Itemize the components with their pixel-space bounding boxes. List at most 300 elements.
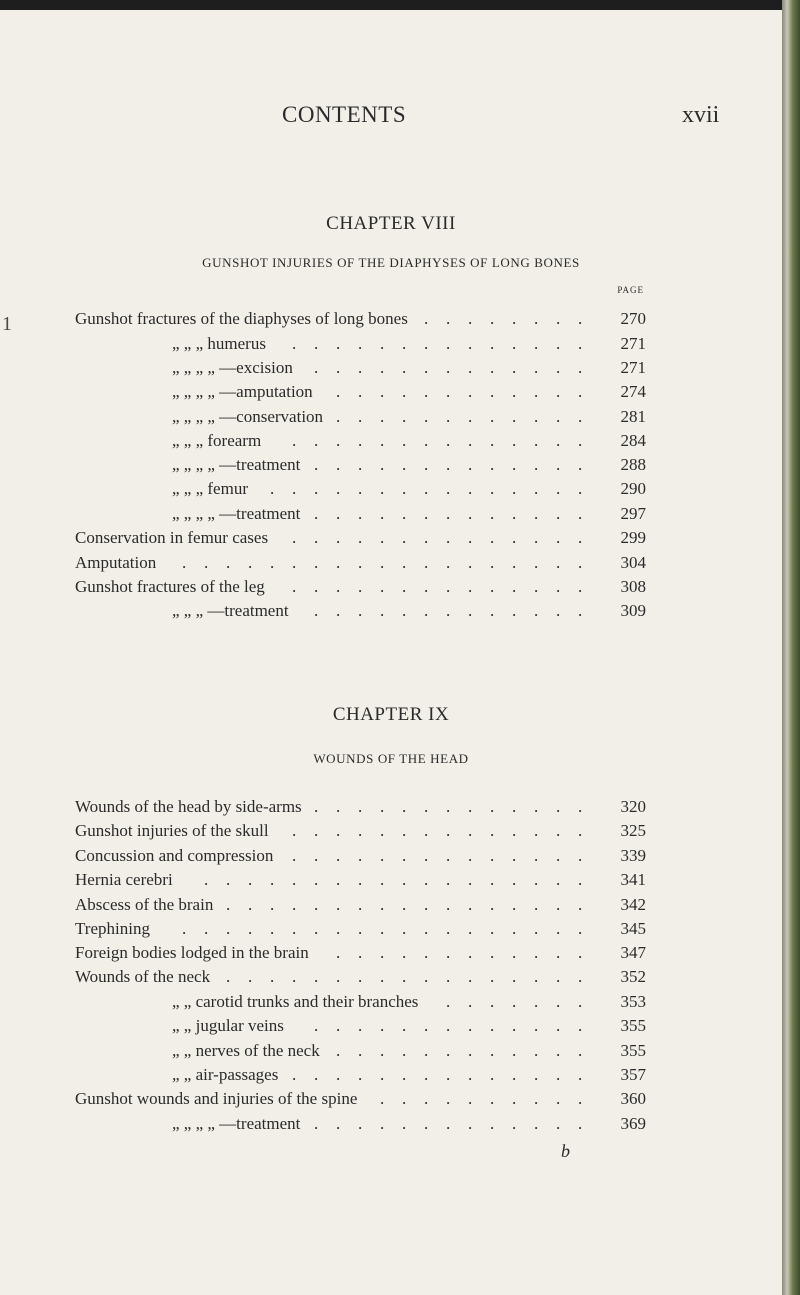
leader-dot: .	[578, 504, 583, 523]
toc-entry-page: 325	[620, 821, 646, 840]
toc-entry	[0, 1087, 782, 1111]
leader-dot: .	[424, 919, 429, 938]
leader-dot: .	[226, 870, 231, 889]
leader-dot: .	[446, 992, 451, 1011]
leader-dot: .	[490, 870, 495, 889]
leader-dot: .	[578, 553, 583, 572]
leader-dot: .	[424, 334, 429, 353]
leader-dot: .	[578, 455, 583, 474]
leader-dot: .	[468, 992, 473, 1011]
leader-dot: .	[336, 528, 341, 547]
leader-dot: .	[358, 870, 363, 889]
leader-dot: .	[534, 479, 539, 498]
leader-dot: .	[314, 334, 319, 353]
leader-dot: .	[446, 1114, 451, 1133]
leader-dot: .	[534, 1041, 539, 1060]
leader-dot: .	[292, 528, 297, 547]
toc-entry-page: 274	[620, 382, 646, 401]
leader-dot: .	[490, 309, 495, 328]
toc-entry	[0, 453, 782, 477]
leader-dot: .	[468, 334, 473, 353]
leader-dot: .	[424, 943, 429, 962]
leader-dot: .	[490, 601, 495, 620]
leader-dot: .	[314, 358, 319, 377]
leader-dot: .	[556, 895, 561, 914]
leader-dot: .	[468, 455, 473, 474]
leader-dot: .	[358, 1065, 363, 1084]
leader-dot: .	[204, 553, 209, 572]
leader-dot: .	[402, 1065, 407, 1084]
leader-dot: .	[534, 407, 539, 426]
leader-dot: .	[380, 504, 385, 523]
toc-entry	[0, 1063, 782, 1087]
toc-entry-page: 353	[620, 992, 646, 1011]
leader-dot: .	[556, 919, 561, 938]
toc-entry-text: „ „ „ forearm	[172, 431, 262, 450]
toc-entry-text: Wounds of the neck	[75, 967, 211, 986]
leader-dot: .	[556, 382, 561, 401]
leader-dot: .	[402, 382, 407, 401]
toc-entry-page: 271	[620, 358, 646, 377]
leader-dot: .	[490, 797, 495, 816]
leader-dot: .	[556, 309, 561, 328]
leader-dot: .	[512, 919, 517, 938]
toc-entry	[0, 332, 782, 356]
leader-dot: .	[270, 870, 275, 889]
toc-entry	[0, 575, 782, 599]
leader-dot: .	[358, 504, 363, 523]
leader-dot: .	[578, 967, 583, 986]
toc-entry-text: Conservation in femur cases	[75, 528, 269, 547]
running-head	[0, 102, 782, 134]
leader-dot: .	[380, 1016, 385, 1035]
leader-dot: .	[556, 967, 561, 986]
leader-dot: .	[578, 407, 583, 426]
leader-dot: .	[534, 1016, 539, 1035]
leader-dot: .	[468, 382, 473, 401]
leader-dot: .	[534, 1065, 539, 1084]
toc-entry-page: 342	[620, 895, 646, 914]
toc-entry	[0, 551, 782, 575]
leader-dot: .	[468, 577, 473, 596]
toc-entry-page: 309	[620, 601, 646, 620]
toc-entry-text: Gunshot injuries of the skull	[75, 821, 269, 840]
toc-entry	[0, 380, 782, 404]
leader-dot: .	[512, 479, 517, 498]
leader-dot: .	[380, 577, 385, 596]
leader-dot: .	[204, 870, 209, 889]
leader-dot: .	[336, 1114, 341, 1133]
leader-dot: .	[556, 1089, 561, 1108]
leader-dot: .	[490, 455, 495, 474]
toc-entry-text: „ „ „ „ —amputation	[172, 382, 313, 401]
leader-dot: .	[358, 1114, 363, 1133]
leader-dot: .	[446, 1065, 451, 1084]
leader-dot: .	[578, 309, 583, 328]
leader-dot: .	[358, 919, 363, 938]
toc-entry-text: „ „ „ „ —conservation	[172, 407, 324, 426]
leader-dot: .	[578, 1114, 583, 1133]
leader-dot: .	[336, 601, 341, 620]
leader-dot: .	[446, 1089, 451, 1108]
leader-dot: .	[468, 919, 473, 938]
toc-entry-text: „ „ „ —treatment	[172, 601, 289, 620]
leader-dot: .	[556, 1114, 561, 1133]
leader-dot: .	[314, 553, 319, 572]
leader-dot: .	[204, 919, 209, 938]
leader-dot: .	[446, 1041, 451, 1060]
leader-dot: .	[512, 895, 517, 914]
leader-dot: .	[182, 919, 187, 938]
leader-dot: .	[336, 334, 341, 353]
leader-dot: .	[424, 870, 429, 889]
leader-dot: .	[402, 455, 407, 474]
toc-entry-page: 304	[620, 553, 646, 572]
leader-dot: .	[270, 553, 275, 572]
leader-dot: .	[424, 577, 429, 596]
toc-entry-page: 341	[620, 870, 646, 889]
leader-dot: .	[314, 1016, 319, 1035]
leader-dot: .	[380, 1065, 385, 1084]
leader-dot: .	[556, 358, 561, 377]
leader-dot: .	[534, 797, 539, 816]
leader-dot: .	[534, 528, 539, 547]
toc-entry-text: „ „ jugular veins	[172, 1016, 284, 1035]
leader-dot: .	[578, 1016, 583, 1035]
leader-dot: .	[358, 895, 363, 914]
leader-dot: .	[534, 455, 539, 474]
leader-dot: .	[358, 821, 363, 840]
leader-dot: .	[490, 577, 495, 596]
leader-dot: .	[512, 601, 517, 620]
leader-dot: .	[424, 407, 429, 426]
toc-entry-page: 299	[620, 528, 646, 547]
leader-dot: .	[490, 431, 495, 450]
leader-dot: .	[446, 967, 451, 986]
toc-entry	[0, 526, 782, 550]
leader-dot: .	[424, 479, 429, 498]
leader-dot: .	[402, 407, 407, 426]
leader-dot: .	[292, 553, 297, 572]
leader-dot: .	[468, 895, 473, 914]
leader-dot: .	[512, 943, 517, 962]
leader-dot: .	[534, 992, 539, 1011]
toc-entry-page: 360	[620, 1089, 646, 1108]
leader-dot: .	[556, 1041, 561, 1060]
toc-entry-text: Hernia cerebri	[75, 870, 173, 889]
leader-dot: .	[314, 797, 319, 816]
leader-dot: .	[578, 1089, 583, 1108]
leader-dot: .	[490, 504, 495, 523]
leader-dot: .	[490, 895, 495, 914]
leader-dot: .	[468, 553, 473, 572]
leader-dot: .	[380, 455, 385, 474]
toc-entry	[0, 844, 782, 868]
leader-dot: .	[534, 895, 539, 914]
toc-entry-text: Gunshot wounds and injuries of the spine	[75, 1089, 358, 1108]
leader-dot: .	[314, 1114, 319, 1133]
leader-dot: .	[578, 846, 583, 865]
toc-entry	[0, 941, 782, 965]
leader-dot: .	[380, 943, 385, 962]
leader-dot: .	[314, 431, 319, 450]
leader-dot: .	[336, 1016, 341, 1035]
leader-dot: .	[314, 504, 319, 523]
leader-dot: .	[468, 846, 473, 865]
leader-dot: .	[292, 479, 297, 498]
leader-dot: .	[534, 431, 539, 450]
leader-dot: .	[380, 1114, 385, 1133]
leader-dot: .	[336, 407, 341, 426]
leader-dot: .	[402, 358, 407, 377]
toc-entry	[0, 405, 782, 429]
leader-dot: .	[578, 601, 583, 620]
leader-dot: .	[556, 553, 561, 572]
leader-dot: .	[446, 431, 451, 450]
leader-dot: .	[314, 601, 319, 620]
leader-dot: .	[424, 431, 429, 450]
leader-dot: .	[534, 358, 539, 377]
leader-dot: .	[380, 479, 385, 498]
leader-dot: .	[468, 358, 473, 377]
toc-entry	[0, 917, 782, 941]
leader-dot: .	[446, 334, 451, 353]
leader-dot: .	[578, 382, 583, 401]
leader-dot: .	[490, 1114, 495, 1133]
toc-entry-text: „ „ air-passages	[172, 1065, 279, 1084]
leader-dot: .	[512, 553, 517, 572]
leader-dot: .	[578, 992, 583, 1011]
leader-dot: .	[468, 479, 473, 498]
toc-entry	[0, 429, 782, 453]
leader-dot: .	[358, 943, 363, 962]
signature-mark: b	[561, 1141, 570, 1161]
leader-dot: .	[556, 431, 561, 450]
leader-dot: .	[534, 919, 539, 938]
toc-entry-text: „ „ „ „ —treatment	[172, 1114, 301, 1133]
toc-entry-page: 320	[620, 797, 646, 816]
leader-dot: .	[468, 407, 473, 426]
toc-entry	[0, 1112, 782, 1136]
leader-dot: .	[336, 895, 341, 914]
leader-dot: .	[424, 821, 429, 840]
leader-dot: .	[292, 846, 297, 865]
leader-dot: .	[380, 1089, 385, 1108]
leader-dot: .	[512, 577, 517, 596]
leader-dot: .	[446, 528, 451, 547]
leader-dot: .	[292, 870, 297, 889]
leader-dot: .	[556, 821, 561, 840]
leader-dot: .	[336, 431, 341, 450]
toc-entry-text: Amputation	[75, 553, 157, 572]
leader-dot: .	[556, 601, 561, 620]
leader-dot: .	[468, 309, 473, 328]
leader-dot: .	[490, 382, 495, 401]
leader-dot: .	[534, 846, 539, 865]
leader-dot: .	[490, 358, 495, 377]
leader-dot: .	[534, 382, 539, 401]
leader-dot: .	[380, 601, 385, 620]
leader-dot: .	[556, 528, 561, 547]
leader-dot: .	[358, 455, 363, 474]
leader-dot: .	[490, 1065, 495, 1084]
leader-dot: .	[248, 553, 253, 572]
toc-entry-text: „ „ „ femur	[172, 479, 248, 498]
leader-dot: .	[512, 846, 517, 865]
leader-dot: .	[512, 431, 517, 450]
toc-entry-text: „ „ „ „ —treatment	[172, 455, 301, 474]
leader-dot: .	[446, 309, 451, 328]
leader-dot: .	[468, 821, 473, 840]
leader-dot: .	[424, 382, 429, 401]
leader-dot: .	[424, 1016, 429, 1035]
toc-entry	[0, 477, 782, 501]
leader-dot: .	[578, 528, 583, 547]
leader-dot: .	[512, 528, 517, 547]
leader-dot: .	[534, 943, 539, 962]
toc-entry-text: Gunshot fractures of the leg	[75, 577, 265, 596]
toc-entry	[0, 356, 782, 380]
leader-dot: .	[248, 919, 253, 938]
toc-entry-text: „ „ „ humerus	[172, 334, 266, 353]
leader-dot: .	[512, 1041, 517, 1060]
leader-dot: .	[490, 479, 495, 498]
toc-entry-text: Trephining	[75, 919, 150, 938]
leader-dot: .	[358, 528, 363, 547]
leader-dot: .	[556, 797, 561, 816]
leader-dot: .	[556, 334, 561, 353]
leader-dot: .	[534, 504, 539, 523]
leader-dot: .	[314, 821, 319, 840]
leader-dot: .	[402, 504, 407, 523]
leader-dot: .	[534, 553, 539, 572]
leader-dot: .	[578, 334, 583, 353]
leader-dot: .	[490, 992, 495, 1011]
leader-dot: .	[358, 577, 363, 596]
leader-dot: .	[446, 1016, 451, 1035]
leader-dot: .	[534, 967, 539, 986]
leader-dot: .	[314, 967, 319, 986]
leader-dot: .	[556, 870, 561, 889]
toc-entry-page: 297	[620, 504, 646, 523]
leader-dot: .	[446, 577, 451, 596]
leader-dot: .	[578, 358, 583, 377]
leader-dot: .	[292, 895, 297, 914]
leader-dot: .	[512, 870, 517, 889]
toc-entry-page: 357	[620, 1065, 646, 1084]
leader-dot: .	[226, 919, 231, 938]
leader-dot: .	[314, 846, 319, 865]
toc-entry-page: 345	[620, 919, 646, 938]
leader-dot: .	[358, 358, 363, 377]
leader-dot: .	[578, 943, 583, 962]
leader-dot: .	[424, 601, 429, 620]
leader-dot: .	[358, 967, 363, 986]
toc-entry-text: „ „ „ „ —excision	[172, 358, 293, 377]
leader-dot: .	[556, 407, 561, 426]
leader-dot: .	[314, 919, 319, 938]
leader-dot: .	[358, 553, 363, 572]
leader-dot: .	[314, 479, 319, 498]
leader-dot: .	[358, 1041, 363, 1060]
leader-dot: .	[292, 821, 297, 840]
leader-dot: .	[402, 1016, 407, 1035]
leader-dot: .	[512, 797, 517, 816]
leader-dot: .	[336, 455, 341, 474]
leader-dot: .	[468, 1041, 473, 1060]
toc-entry-page: 281	[620, 407, 646, 426]
toc-entry-page: 290	[620, 479, 646, 498]
leader-dot: .	[402, 1041, 407, 1060]
leader-dot: .	[292, 577, 297, 596]
chapter-title: CHAPTER IX	[332, 704, 450, 725]
chapter-subtitle: WOUNDS OF THE HEAD	[313, 751, 469, 766]
leader-dot: .	[248, 967, 253, 986]
toc-entry-page: 369	[620, 1114, 646, 1133]
leader-dot: .	[358, 382, 363, 401]
leader-dot: .	[468, 431, 473, 450]
leader-dot: .	[534, 309, 539, 328]
leader-dot: .	[468, 870, 473, 889]
leader-dot: .	[424, 504, 429, 523]
toc-entry-page: 288	[620, 455, 646, 474]
leader-dot: .	[402, 528, 407, 547]
leader-dot: .	[578, 479, 583, 498]
leader-dot: .	[226, 553, 231, 572]
leader-dot: .	[534, 1089, 539, 1108]
toc-entry	[0, 893, 782, 917]
leader-dot: .	[424, 846, 429, 865]
toc-entry-text: „ „ „ „ —treatment	[172, 504, 301, 523]
toc-entry	[0, 868, 782, 892]
toc-entry-page: 347	[620, 943, 646, 962]
leader-dot: .	[314, 455, 319, 474]
leader-dot: .	[446, 895, 451, 914]
leader-dot: .	[424, 1065, 429, 1084]
leader-dot: .	[424, 1114, 429, 1133]
toc-entry-page: 308	[620, 577, 646, 596]
leader-dot: .	[424, 1041, 429, 1060]
leader-dot: .	[336, 479, 341, 498]
leader-dot: .	[380, 334, 385, 353]
leader-dot: .	[556, 846, 561, 865]
leader-dot: .	[490, 1041, 495, 1060]
leader-dot: .	[490, 1016, 495, 1035]
leader-dot: .	[270, 919, 275, 938]
leader-dot: .	[490, 821, 495, 840]
leader-dot: .	[402, 846, 407, 865]
leader-dot: .	[512, 821, 517, 840]
leader-dot: .	[380, 407, 385, 426]
toc-entry-text: „ „ carotid trunks and their branches	[172, 992, 419, 1011]
leader-dot: .	[556, 479, 561, 498]
leader-dot: .	[512, 382, 517, 401]
leader-dot: .	[358, 1016, 363, 1035]
leader-dot: .	[314, 895, 319, 914]
leader-dot: .	[336, 1065, 341, 1084]
leader-dot: .	[446, 919, 451, 938]
toc-entry	[0, 1014, 782, 1038]
leader-dot: .	[402, 797, 407, 816]
leader-dot: .	[248, 870, 253, 889]
toc-entry	[0, 1039, 782, 1063]
leader-dot: .	[468, 967, 473, 986]
leader-dot: .	[578, 797, 583, 816]
leader-dot: .	[336, 919, 341, 938]
leader-dot: .	[424, 455, 429, 474]
leader-dot: .	[182, 553, 187, 572]
leader-dot: .	[468, 1016, 473, 1035]
